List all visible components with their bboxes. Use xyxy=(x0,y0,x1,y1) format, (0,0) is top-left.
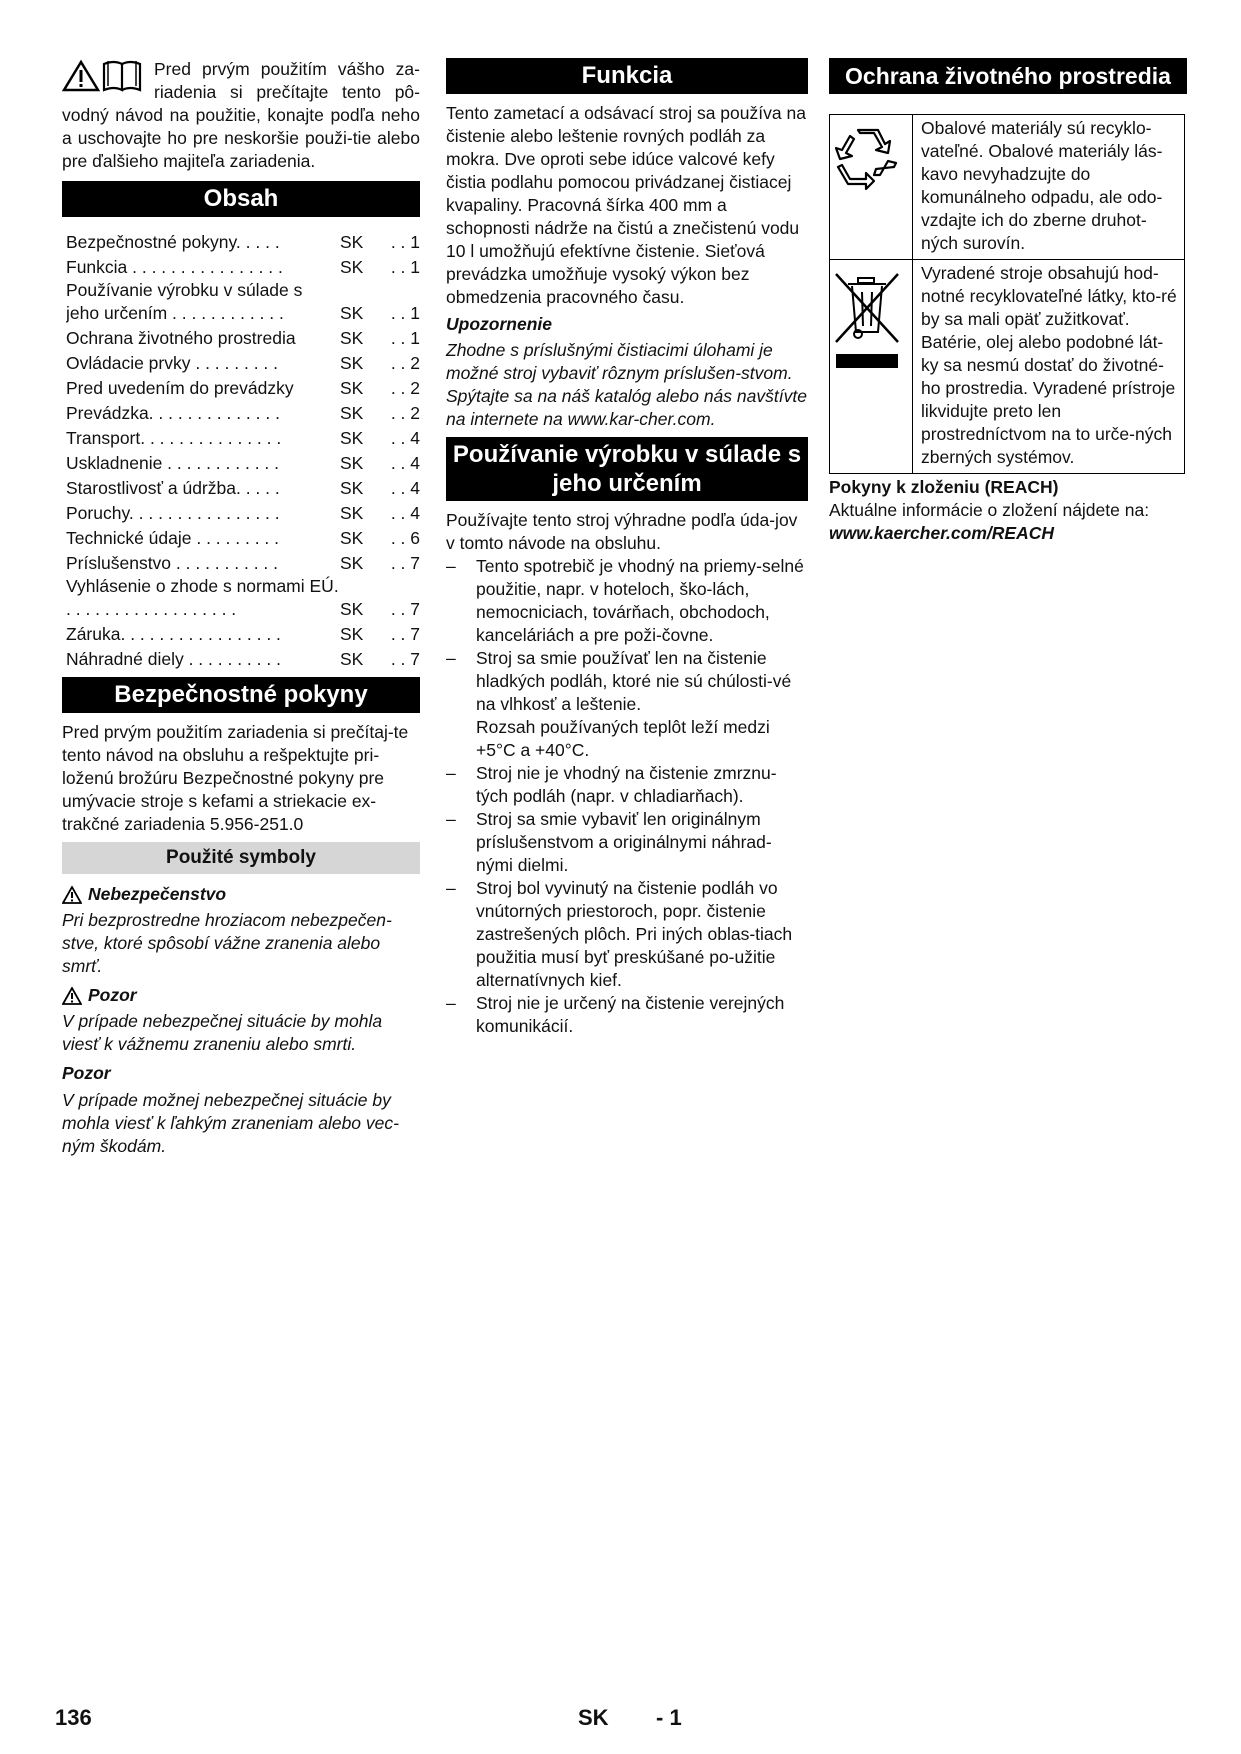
symbols-title: Použité symboly xyxy=(62,842,420,874)
toc-row[interactable] xyxy=(66,450,420,475)
list-item: – Tento spotrebič je vhodný na priemy-selné použitie, napr. v hoteloch, ško-lách, nemocniciach, továrňach, obchodoch, kanceláriách a pre poži-čovne. xyxy=(446,555,808,647)
note-text: Zhodne s príslušnými čistiacimi úlohami je možné stroj vybaviť rôznym príslušen-stvom. Spýtajte sa na náš katalóg alebo nás navštívte na internete na www.kar-cher.com. xyxy=(446,340,807,429)
toc-entry-lang: SK xyxy=(340,478,364,498)
toc-entry-lang: SK xyxy=(340,599,364,619)
toc-entry-page: . . 4 xyxy=(390,428,420,448)
toc-entry-title: Bezpečnostné pokyny. . . . . xyxy=(66,232,280,252)
caution-text: V prípade možnej nebezpečnej situácie by mohla viesť k ľahkým zraneniam alebo vec-ným škodám. xyxy=(62,1090,399,1156)
toc-entry-lang: SK xyxy=(340,624,364,644)
toc-entry-lang: SK xyxy=(340,303,364,323)
toc-entry-title: Náhradné diely . . . . . . . . . . xyxy=(66,649,281,669)
disposal-cell xyxy=(830,260,913,474)
recycle-text: Obalové materiály sú recyklo-vateľné. Obalové materiály lás-kavo nevyhadzujte do komunálneho odpadu, ale odo-vzdajte ich do zberne druhot-ných surovín. xyxy=(921,118,1163,253)
toc-entry-page: . . 7 xyxy=(390,624,420,644)
toc-entry-page: . . 1 xyxy=(390,303,420,323)
toc-entry-lang: SK xyxy=(340,353,364,373)
toc-row[interactable] xyxy=(66,325,420,350)
toc-entry-title: Prevádzka. . . . . . . . . . . . . . xyxy=(66,403,280,423)
toc-entry-lang: SK xyxy=(340,528,364,548)
recycle-icon xyxy=(832,123,902,193)
toc-entry-lang: SK xyxy=(340,453,364,473)
page-number: 136 xyxy=(55,1705,92,1730)
toc-entry-lang: SK xyxy=(340,649,364,669)
toc-row[interactable] xyxy=(66,279,420,325)
danger-label: Nebezpečenstvo xyxy=(88,884,227,904)
function-title: Funkcia xyxy=(446,58,808,94)
toc-entry-lang: SK xyxy=(340,553,364,573)
toc-entry-page: . . 2 xyxy=(390,378,420,398)
toc-entry-page: . . 7 xyxy=(390,599,420,619)
toc-entry-title: Starostlivosť a údržba. . . . . xyxy=(66,478,280,498)
toc-entry-title: Používanie výrobku v súlade s jeho určením . . . . . . . . . . . . xyxy=(66,280,303,323)
toc-entry-title: Transport. . . . . . . . . . . . . . . xyxy=(66,428,282,448)
toc-entry-title: Vyhlásenie o zhode s normami EÚ. . . . . . . . . . . . . . . . . . . xyxy=(66,576,339,619)
recycle-cell xyxy=(830,115,913,260)
toc-row[interactable] xyxy=(66,550,420,575)
reach-link[interactable]: www.kaercher.com/REACH xyxy=(829,523,1054,543)
toc-row[interactable] xyxy=(66,400,420,425)
toc-entry-lang: SK xyxy=(340,403,364,423)
safety-text: Pred prvým použitím zariadenia si prečítaj-te tento návod na obsluhu a rešpektujte pri-loženú brožúru Bezpečnostné pokyny pre umývacie stroje s kefami a striekacie ex-trakčné zariadenia 5.956-251.0 xyxy=(62,722,409,834)
environment-title: Ochrana životného prostredia xyxy=(829,58,1187,94)
toc-entry-page: . . 7 xyxy=(390,649,420,669)
toc-row[interactable] xyxy=(66,375,420,400)
reach-text: Aktuálne informácie o zložení nájdete na: xyxy=(829,500,1150,520)
toc-row[interactable] xyxy=(66,525,420,550)
toc-row[interactable] xyxy=(66,425,420,450)
toc-entry-page: . . 4 xyxy=(390,503,420,523)
toc-entry-page: . . 6 xyxy=(390,528,420,548)
safety-title: Bezpečnostné pokyny xyxy=(62,677,420,713)
function-text: Tento zametací a odsávací stroj sa používa na čistenie alebo leštenie rovných podláh za mokra. Dve oproti sebe idúce valcové kefy čistia podlahu pomocou privádzanej čistiacej kvapaliny. Pracovná šírka 400 mm a schopnosti nádrže na čistú a znečistenú vodu 10 l umožňujú efektívne čistenie. Sieťová prevádzka umožňuje vysoký výkon bez obmedzenia pracovného času. xyxy=(446,103,806,307)
toc-row[interactable] xyxy=(66,475,420,500)
toc-entry-title: Pred uvedením do prevádzky xyxy=(66,378,294,398)
toc-entry-title: Technické údaje . . . . . . . . . xyxy=(66,528,280,548)
disposal-text: Vyradené stroje obsahujú hod-notné recyklovateľné látky, kto-ré by sa mali opäť zužitkovať. Batérie, olej alebo podobné lát-ky sa nesmú dostať do životné-ho prostredia. Vyradené prístroje likvidujte preto len prostredníctvom na to urče-ných zberných systémov. xyxy=(921,263,1177,467)
intro-block xyxy=(62,58,420,173)
list-item: – Stroj nie je určený na čistenie verejných komunikácií. xyxy=(446,992,808,1038)
list-item: – Stroj nie je vhodný na čistenie zmrznu-tých podláh (napr. v chladiarňach). xyxy=(446,762,808,808)
danger-text: Pri bezprostredne hroziacom nebezpečen-stve, ktoré spôsobí vážne zranenia alebo smrť. xyxy=(62,910,392,976)
toc-entry-title: Poruchy. . . . . . . . . . . . . . . . xyxy=(66,503,280,523)
toc-entry-lang: SK xyxy=(340,428,364,448)
toc-entry-title: Príslušenstvo . . . . . . . . . . . xyxy=(66,553,279,573)
temperature-text: Rozsah používaných teplôt leží medzi +5°C a +40°C. xyxy=(476,717,770,760)
toc-row[interactable] xyxy=(66,646,420,671)
toc-entry-page: . . 7 xyxy=(390,553,420,573)
environment-table xyxy=(829,114,1185,474)
toc-entry-lang: SK xyxy=(340,378,364,398)
warning-heading xyxy=(62,984,420,1007)
toc-row[interactable] xyxy=(66,254,420,279)
disposal-text-cell xyxy=(913,260,1185,474)
note-label: Upozornenie xyxy=(446,314,552,334)
intended-use-title: Používanie výrobku v súlade s jeho určením xyxy=(446,437,808,501)
toc-row[interactable] xyxy=(66,229,420,254)
table-of-contents xyxy=(66,229,420,671)
toc-entry-page: . . 4 xyxy=(390,453,420,473)
footer-lang: SK xyxy=(578,1705,609,1730)
toc-row[interactable] xyxy=(66,575,420,621)
column-middle xyxy=(446,58,808,1038)
toc-entry-page: . . 1 xyxy=(390,328,420,348)
crossed-bin-icon xyxy=(832,270,904,370)
list-item: – Stroj bol vyvinutý na čistenie podláh vo vnútorných priestoroch, popr. čistenie zastrešených plôch. Pri iných oblas-tiach použitia musí byť preskúšané po-užitie alternatívnych kief. xyxy=(446,877,808,992)
intended-use-text: Používajte tento stroj výhradne podľa úda-jov v tomto návode na obsluhu. xyxy=(446,510,798,553)
toc-entry-page: . . 1 xyxy=(390,257,420,277)
toc-entry-title: Uskladnenie . . . . . . . . . . . . xyxy=(66,453,279,473)
toc-row[interactable] xyxy=(66,350,420,375)
toc-entry-title: Ovládacie prvky . . . . . . . . . xyxy=(66,353,279,373)
toc-entry-page: . . 2 xyxy=(390,403,420,423)
toc-entry-title: Ochrana životného prostredia xyxy=(66,328,296,348)
caution-label: Pozor xyxy=(62,1063,111,1083)
toc-entry-page: . . 1 xyxy=(390,232,420,252)
toc-title: Obsah xyxy=(62,181,420,217)
recycle-text-cell xyxy=(913,115,1185,260)
footer-section-page: - 1 xyxy=(656,1705,682,1730)
list-item: – Stroj sa smie používať len na čistenie hladkých podláh, ktoré nie sú chúlosti-vé na vlhkosť a leštenie. Rozsah používaných teplôt leží medzi +5°C a +40°C. xyxy=(446,647,808,762)
toc-row[interactable] xyxy=(66,500,420,525)
list-item: – Stroj sa smie vybaviť len originálnym príslušenstvom a originálnymi náhrad-nými dielmi. xyxy=(446,808,808,877)
column-left xyxy=(62,58,420,1158)
toc-row[interactable] xyxy=(66,621,420,646)
reach-title: Pokyny k zloženiu (REACH) xyxy=(829,477,1059,497)
toc-entry-lang: SK xyxy=(340,232,364,252)
danger-heading xyxy=(62,883,420,906)
warning-text: V prípade nebezpečnej situácie by mohla viesť k vážnemu zraneniu alebo smrti. xyxy=(62,1011,383,1054)
toc-entry-title: Funkcia . . . . . . . . . . . . . . . . xyxy=(66,257,283,277)
toc-entry-page: . . 2 xyxy=(390,353,420,373)
intended-use-list xyxy=(446,555,808,1038)
toc-entry-lang: SK xyxy=(340,328,364,348)
toc-entry-title: Záruka. . . . . . . . . . . . . . . . . xyxy=(66,624,281,644)
warning-label: Pozor xyxy=(88,985,137,1005)
toc-entry-lang: SK xyxy=(340,503,364,523)
toc-entry-lang: SK xyxy=(340,257,364,277)
toc-entry-page: . . 4 xyxy=(390,478,420,498)
intro-text: Pred prvým použitím vášho za-riadenia si prečítajte tento pô-vodný návod na použitie, konajte podľa neho a uschovajte ho pre neskoršie použi-tie alebo pre ďalšieho majiteľa zariadenia. xyxy=(62,59,420,171)
warning-manual-icon xyxy=(62,58,148,104)
warning-triangle-icon xyxy=(62,987,82,1005)
warning-triangle-icon xyxy=(62,886,82,904)
column-right xyxy=(829,58,1187,545)
